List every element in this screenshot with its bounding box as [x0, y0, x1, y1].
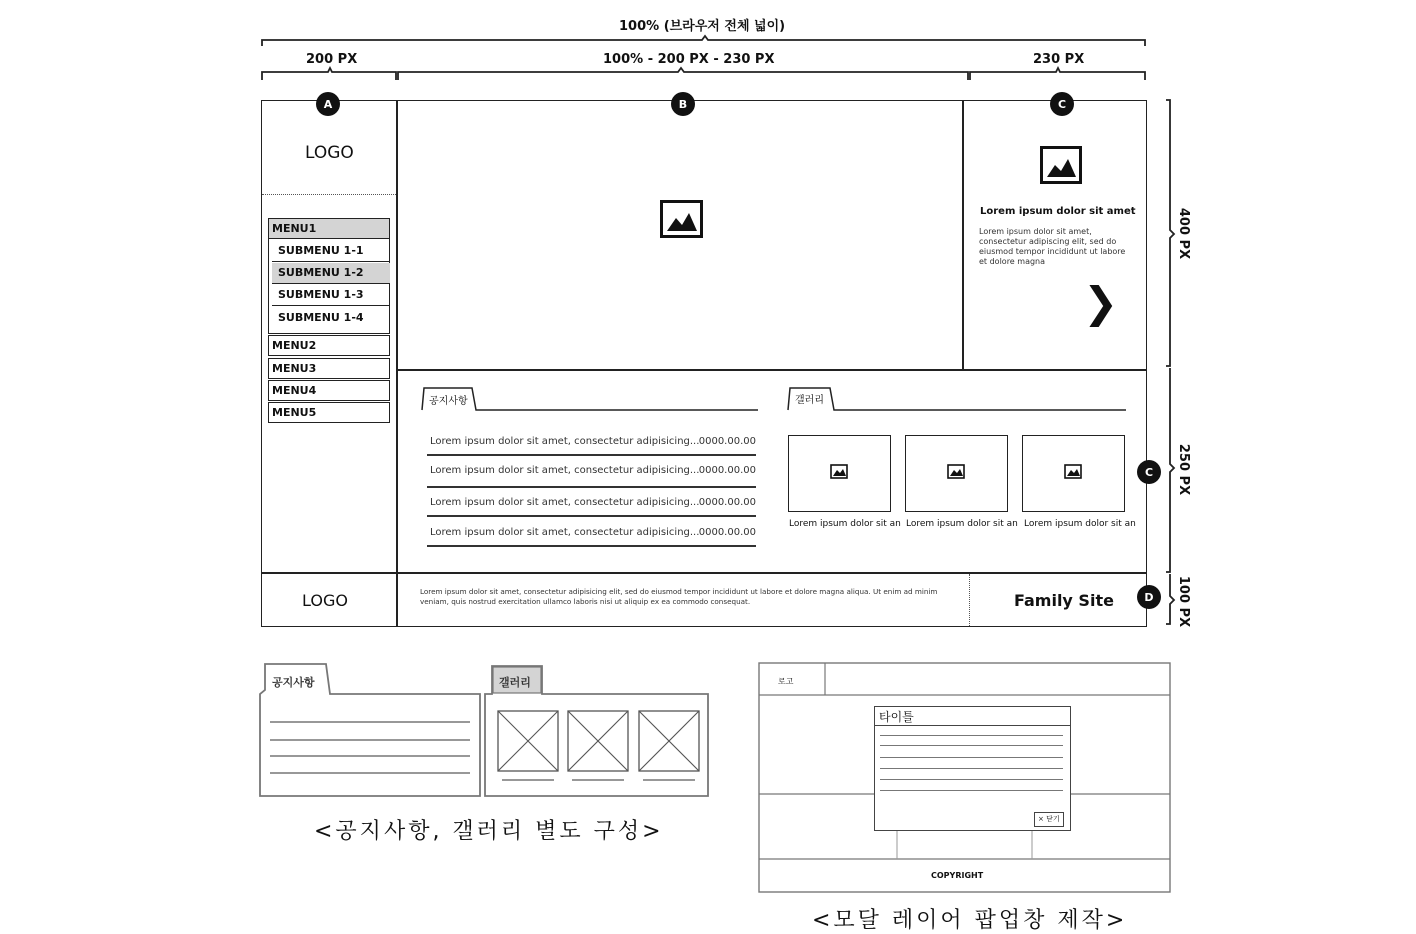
image-icon [830, 464, 848, 479]
notice-row-title: Lorem ipsum dolor sit amet, consectetur adipisicing... [430, 527, 700, 538]
row1-height-label: 400 PX [1176, 207, 1192, 260]
alt-layout-caption: <공지사항, 갤러리 별도 구성> [314, 819, 664, 844]
image-icon [1064, 464, 1082, 479]
alt-notice-tab: 공지사항 [272, 676, 315, 689]
marker-c-top: C [1050, 92, 1074, 116]
notice-row-date: 0000.00.00 [698, 465, 756, 476]
col-a-label: 200 PX [306, 52, 358, 67]
gallery-caption: Lorem ipsum dolor sit an [906, 519, 1018, 529]
marker-a: A [316, 92, 340, 116]
side-banner-image-icon [1040, 146, 1082, 184]
marker-d: D [1137, 585, 1161, 609]
modal-layout-caption: <모달 레이어 팝업창 제작> [812, 908, 1128, 933]
gallery-thumbnail[interactable] [788, 435, 891, 512]
modal-demo-copyright: COPYRIGHT [931, 871, 984, 880]
notice-row[interactable] [430, 497, 756, 508]
gallery-caption: Lorem ipsum dolor sit an [789, 519, 901, 529]
modal-close-button[interactable]: × 닫기 [1034, 812, 1064, 827]
side-banner-text: Lorem ipsum dolor sit amet, consectetur adipiscing elit, sed do eiusmod tempor incididunt ut labore et dolore magna [979, 227, 1126, 266]
footer-text: Lorem ipsum dolor sit amet, consectetur adipisicing elit, sed do eiusmod tempor incididunt ut labore et dolore magna aliqua. Ut enim ad minim veniam, quis nostrud exercitation ullamco laboris nisi ut aliquip ex ea commodo consequat. [420, 587, 938, 606]
wireframe-frame [261, 100, 1147, 627]
submenu-item-active[interactable]: SUBMENU 1-2 [272, 263, 390, 284]
notice-row-date: 0000.00.00 [698, 497, 756, 508]
submenu-item[interactable]: SUBMENU 1-4 [278, 311, 364, 324]
menu-item-1[interactable]: MENU1 [268, 218, 390, 239]
modal-demo-logo: 로고 [778, 677, 794, 686]
menu-item-5[interactable]: MENU5 [268, 402, 390, 423]
notice-row-date: 0000.00.00 [698, 436, 756, 447]
marker-c-mid: C [1137, 460, 1161, 484]
notice-row-title: Lorem ipsum dolor sit amet, consectetur adipisicing... [430, 497, 700, 508]
side-banner-title: Lorem ipsum dolor sit amet [980, 206, 1136, 217]
notice-row-title: Lorem ipsum dolor sit amet, consectetur adipisicing... [430, 465, 700, 476]
notice-row[interactable] [430, 436, 756, 447]
height-brackets [1160, 96, 1180, 630]
gallery-caption: Lorem ipsum dolor sit an [1024, 519, 1136, 529]
gallery-thumbnail[interactable] [1022, 435, 1125, 512]
row2-height-label: 250 PX [1176, 443, 1192, 496]
modal-title: 타이틀 [879, 710, 914, 724]
col-b-label: 100% - 200 PX - 230 PX [603, 52, 775, 67]
full-width-label: 100% (브라우저 전체 넓이) [619, 19, 786, 34]
col-c-label: 230 PX [1033, 52, 1085, 67]
menu-item-3[interactable]: MENU3 [268, 358, 390, 379]
notice-row[interactable] [430, 527, 756, 538]
notice-tab[interactable]: 공지사항 [429, 396, 468, 407]
next-arrow-icon[interactable]: ❯ [1083, 278, 1119, 327]
row3-height-label: 100 PX [1176, 575, 1192, 628]
notice-row-title: Lorem ipsum dolor sit amet, consectetur adipisicing... [430, 436, 700, 447]
notice-tab-outline [420, 386, 760, 414]
main-visual-image-icon [660, 200, 703, 238]
notice-row[interactable] [430, 465, 756, 476]
gallery-tab[interactable]: 갤러리 [795, 395, 824, 406]
menu-item-2[interactable]: MENU2 [268, 335, 390, 356]
marker-b: B [671, 92, 695, 116]
notice-row-date: 0000.00.00 [698, 527, 756, 538]
header-logo[interactable]: LOGO [305, 143, 354, 163]
footer-logo[interactable]: LOGO [302, 591, 348, 610]
gallery-thumbnail[interactable] [905, 435, 1008, 512]
menu-item-4[interactable]: MENU4 [268, 380, 390, 401]
submenu-item[interactable]: SUBMENU 1-3 [272, 285, 390, 306]
submenu-item[interactable]: SUBMENU 1-1 [272, 241, 390, 262]
alt-layout-diagram [258, 662, 712, 800]
alt-gallery-tab: 갤러리 [499, 676, 531, 689]
family-site-link[interactable]: Family Site [1014, 591, 1114, 610]
image-icon [947, 464, 965, 479]
gallery-tab-outline [786, 386, 1132, 414]
